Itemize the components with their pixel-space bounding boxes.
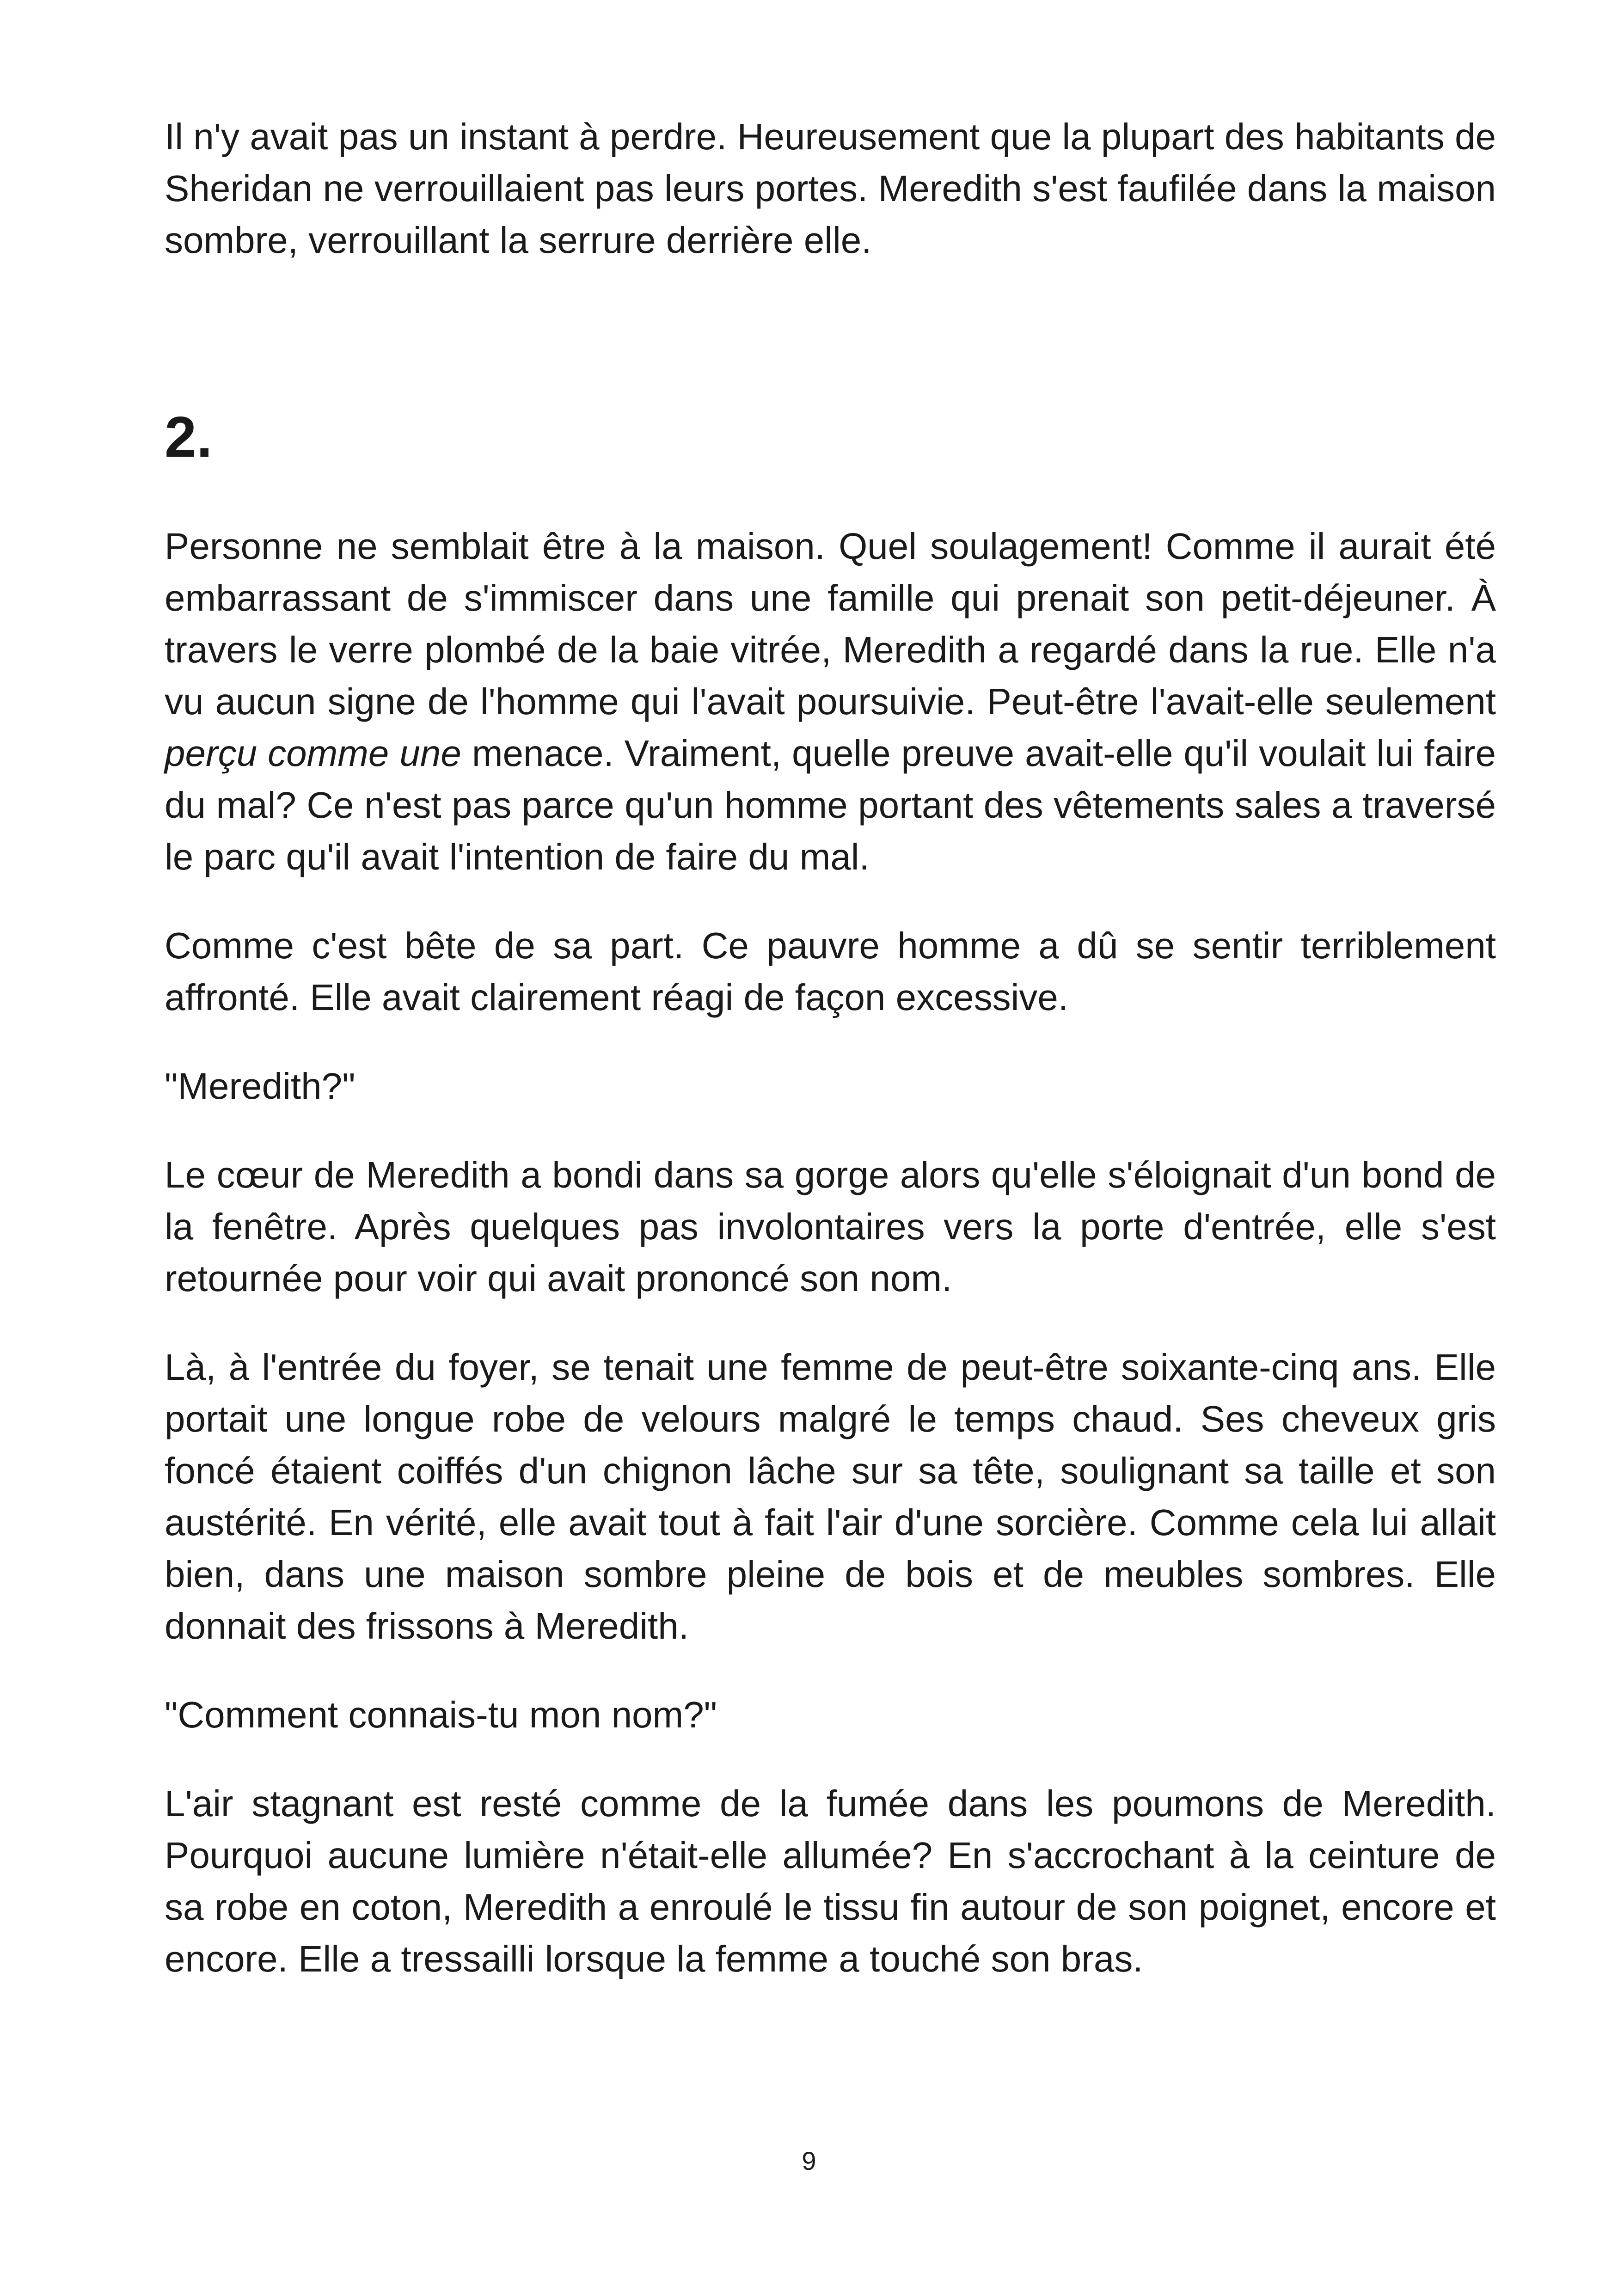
- paragraph-woman: Là, à l'entrée du foyer, se tenait une femme de peut-être soixante-cinq ans. Elle portait une longue robe de velours malgré le temps chaud. Ses cheveux gris foncé étaient coiffés d'un chignon lâche sur sa tête, soulignant sa taille et son austérité. En vérité, elle avait tout à fait l'air d'une sorcière. Comme cela lui allait bien, dans une maison sombre pleine de bois et de meubles sombres. Elle donnait des frissons à Meredith.: [165, 1347, 1496, 1647]
- paragraph-arrival-text-a: Personne ne semblait être à la maison. Quel soulagement! Comme il aurait été embarrassant de s'immiscer dans une famille qui prenait son petit-déjeuner. À travers le verre plombé de la baie vitrée, Meredith a regardé dans la rue. Elle n'a vu aucun signe de l'homme qui l'avait poursuivie. Peut-être l'avait-elle seulement: [165, 526, 1496, 722]
- paragraph-dialogue-meredith: "Meredith?": [165, 1065, 355, 1107]
- page-body: [165, 111, 1496, 1985]
- chapter-heading: 2.: [165, 405, 213, 469]
- paragraph-intro: Il n'y avait pas un instant à perdre. Heureusement que la plupart des habitants de Sheridan ne verrouillaient pas leurs portes. Meredith s'est faufilée dans la maison sombre, verrouillant la serrure derrière elle.: [165, 116, 1496, 261]
- paragraph-startle: Le cœur de Meredith a bondi dans sa gorge alors qu'elle s'éloignait d'un bond de la fenêtre. Après quelques pas involontaires vers la porte d'entrée, elle s'est retournée pour voir qui avait prononcé son nom.: [165, 1154, 1496, 1299]
- page-number: 9: [802, 2146, 816, 2175]
- paragraph-arrival: [165, 520, 1496, 883]
- paragraph-reflection: Comme c'est bête de sa part. Ce pauvre homme a dû se sentir terriblement affronté. Elle avait clairement réagi de façon excessive.: [165, 925, 1496, 1018]
- paragraph-arrival-text-b: menace. Vraiment, quelle preuve avait-elle qu'il voulait lui faire du mal? Ce n'est pas parce qu'un homme portant des vêtements sales a traversé le parc qu'il avait l'intention de faire du mal.: [165, 733, 1496, 877]
- paragraph-dialogue-question: "Comment connais-tu mon nom?": [165, 1694, 717, 1735]
- paragraph-arrival-italic: perçu comme une: [165, 733, 461, 774]
- paragraph-air: L'air stagnant est resté comme de la fumée dans les poumons de Meredith. Pourquoi aucune lumière n'était-elle allumée? En s'accrochant à la ceinture de sa robe en coton, Meredith a enroulé le tissu fin autour de son poignet, encore et encore. Elle a tressailli lorsque la femme a touché son bras.: [165, 1783, 1496, 1979]
